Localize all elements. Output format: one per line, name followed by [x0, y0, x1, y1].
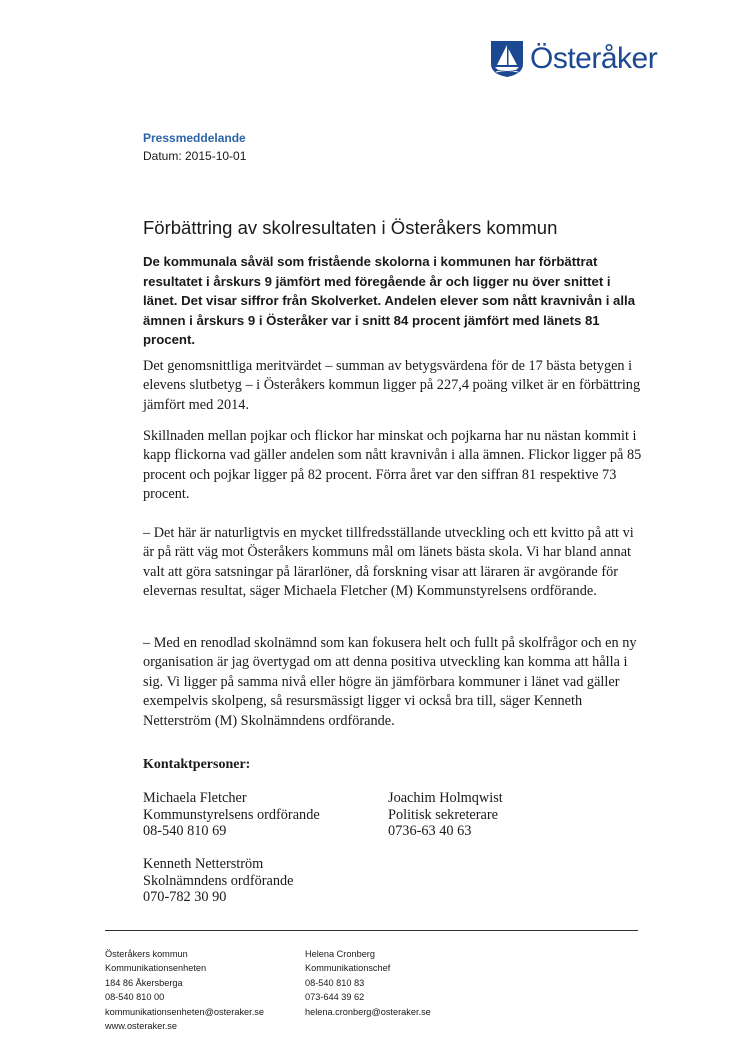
contact-role: Kommunstyrelsens ordförande: [143, 806, 320, 823]
sailboat-shield-icon: [490, 40, 524, 78]
osteraker-logo: [490, 40, 657, 78]
article-title: Förbättring av skolresultaten i Österåkers kommun: [143, 217, 558, 238]
body-paragraph-2: Skillnaden mellan pojkar och flickor har minskat och pojkarna har nu nästan kommit i kapp flickorna vad gäller andelen som nått kravnivån i alla ämnen. Flickor ligger på 85 procent och pojkar ligger på 82 procent. Förra året var den siffran 81 respektive 73 procent.: [143, 428, 642, 503]
logo-text: Österåker: [530, 42, 658, 75]
footer-website-link[interactable]: www.osteraker.se: [105, 1021, 177, 1032]
footer-line: 184 86 Åkersberga: [105, 977, 183, 988]
footer-divider: [105, 930, 638, 931]
body-paragraph-1: Det genomsnittliga meritvärdet – summan av betygsvärdena för de 17 bästa betygen i elevens slutbetyg – i Österåkers kommun ligger på 227,4 poäng vilket är en förbättring jämfört med 2014.: [143, 358, 641, 413]
footer-line: 073-644 39 62: [305, 992, 365, 1003]
contact-phone: 070-782 30 90: [143, 889, 227, 906]
article-lead: De kommunala såväl som fristående skolorna i kommunen har förbättrat resultatet i årskurs 9 jämfört med föregående år och ligger nu över snittet i länet. Det visar siffror från Skolverket. Andelen elever som nått kravnivån i alla ämnen i årskurs 9 i Österåker var i snitt 84 procent jämfört med länets 81 procent.: [143, 254, 636, 348]
contact-role: Politisk sekreterare: [388, 806, 498, 823]
contact-phone: 0736-63 40 63: [388, 823, 472, 840]
contact-card: [143, 790, 320, 840]
quote-paragraph-netterstrom: – Med en renodlad skolnämnd som kan fokusera helt och fullt på skolfrågor och en ny organisation är jag övertygad om att denna positiva utveckling kan komma att hålla i sig. Vi ligger på samma nivå eller högre än jämförbara kommuner i länet vad gäller exempelvis skolpeng, så resursmässigt ligger vi också bra till, säger Kenneth Netterström (M) Skolnämndens ordförande.: [143, 635, 637, 729]
footer-line: Kommunikationschef: [305, 963, 391, 974]
quote-paragraph-fletcher: – Det här är naturligtvis en mycket tillfredsställande utveckling och ett kvitto på att vi är på rätt väg mot Österåkers kommuns mål om länets bästa skola. Vi har bland annat valt att göra satsningar på lärarlöner, då forskning visar att läraren är avgörande för elevernas resultat, säger Michaela Fletcher (M) Kommunstyrelsens ordförande.: [143, 525, 634, 600]
footer-email-link[interactable]: helena.cronberg@osteraker.se: [305, 1006, 431, 1017]
contact-card: [388, 790, 503, 840]
contact-card: [143, 856, 293, 906]
contact-name: Joachim Holmqwist: [388, 790, 503, 806]
footer-organization: [105, 947, 264, 1033]
footer-email-link[interactable]: kommunikationsenheten@osteraker.se: [105, 1006, 264, 1017]
contacts-heading: Kontaktpersoner:: [143, 757, 251, 772]
footer-line: 08-540 810 00: [105, 992, 165, 1003]
footer-line: Helena Cronberg: [305, 949, 375, 959]
contact-name: Kenneth Netterström: [143, 856, 264, 872]
contact-name: Michaela Fletcher: [143, 790, 247, 806]
release-date: Datum: 2015-10-01: [143, 149, 247, 163]
contact-role: Skolnämndens ordförande: [143, 872, 294, 889]
footer-contact: [305, 947, 431, 1019]
press-release-label: Pressmeddelande: [143, 131, 246, 145]
footer-line: 08-540 810 83: [305, 977, 365, 988]
contact-phone: 08-540 810 69: [143, 823, 227, 840]
footer-line: Österåkers kommun: [105, 949, 188, 959]
footer-line: Kommunikationsenheten: [105, 963, 207, 974]
